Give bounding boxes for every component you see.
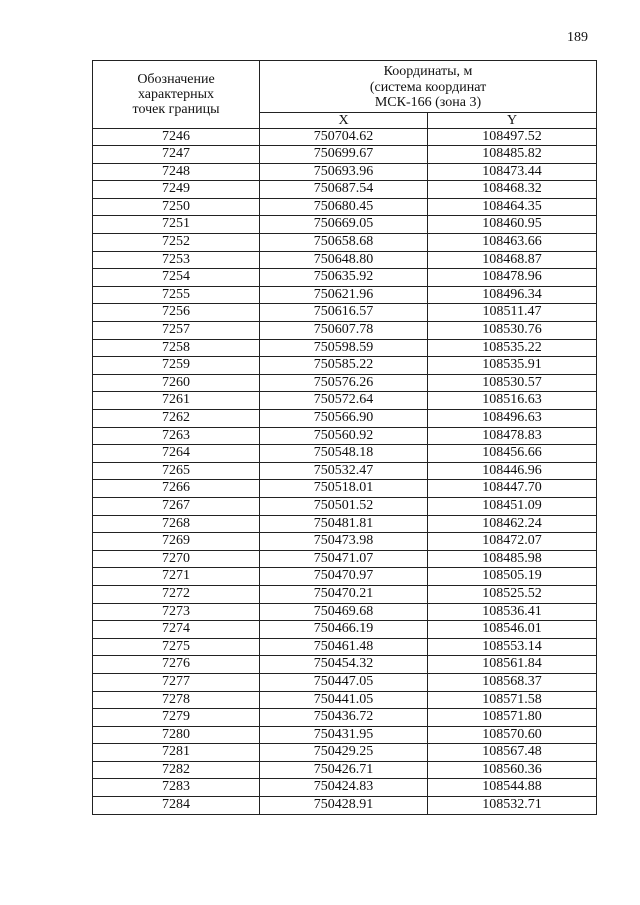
point-id-cell: 7268 <box>93 515 260 533</box>
x-coordinate-cell: 750426.71 <box>260 761 428 779</box>
point-id-cell: 7281 <box>93 744 260 762</box>
y-coordinate-cell: 108544.88 <box>428 779 597 797</box>
x-coordinate-cell: 750471.07 <box>260 550 428 568</box>
table-row <box>93 251 597 269</box>
y-coordinate-cell: 108456.66 <box>428 445 597 463</box>
y-coordinate-cell: 108451.09 <box>428 497 597 515</box>
point-id-cell: 7250 <box>93 198 260 216</box>
table-row <box>93 339 597 357</box>
table-row <box>93 286 597 304</box>
y-coordinate-cell: 108532.71 <box>428 797 597 815</box>
table-row <box>93 726 597 744</box>
y-coordinate-cell: 108568.37 <box>428 673 597 691</box>
point-id-cell: 7273 <box>93 603 260 621</box>
table-row <box>93 128 597 146</box>
table-row <box>93 234 597 252</box>
x-coordinate-cell: 750518.01 <box>260 480 428 498</box>
table-row <box>93 198 597 216</box>
x-coordinate-cell: 750532.47 <box>260 462 428 480</box>
point-id-cell: 7252 <box>93 234 260 252</box>
point-id-cell: 7265 <box>93 462 260 480</box>
table-row <box>93 445 597 463</box>
x-coordinate-cell: 750473.98 <box>260 533 428 551</box>
coordinates-header <box>260 61 597 113</box>
y-coordinate-cell: 108505.19 <box>428 568 597 586</box>
x-coordinate-cell: 750431.95 <box>260 726 428 744</box>
point-id-cell: 7255 <box>93 286 260 304</box>
table-row <box>93 656 597 674</box>
y-coordinate-cell: 108468.32 <box>428 181 597 199</box>
point-id-cell: 7277 <box>93 673 260 691</box>
table-row <box>93 744 597 762</box>
table-row <box>93 304 597 322</box>
point-id-cell: 7262 <box>93 410 260 428</box>
point-id-cell: 7257 <box>93 322 260 340</box>
point-id-cell: 7275 <box>93 638 260 656</box>
x-coordinate-cell: 750461.48 <box>260 638 428 656</box>
y-coordinate-cell: 108497.52 <box>428 128 597 146</box>
point-id-cell: 7282 <box>93 761 260 779</box>
point-designation-header-line2: характерных <box>137 86 215 102</box>
table-row <box>93 673 597 691</box>
x-coordinate-cell: 750429.25 <box>260 744 428 762</box>
point-id-cell: 7253 <box>93 251 260 269</box>
page-number: 189 <box>567 30 588 45</box>
point-id-cell: 7267 <box>93 497 260 515</box>
y-coordinate-cell: 108530.57 <box>428 374 597 392</box>
point-id-cell: 7279 <box>93 709 260 727</box>
x-coordinate-cell: 750658.68 <box>260 234 428 252</box>
y-coordinate-cell: 108535.22 <box>428 339 597 357</box>
y-coordinate-cell: 108511.47 <box>428 304 597 322</box>
y-coordinate-cell: 108462.24 <box>428 515 597 533</box>
x-coordinate-cell: 750481.81 <box>260 515 428 533</box>
y-coordinate-cell: 108536.41 <box>428 603 597 621</box>
table-row <box>93 550 597 568</box>
x-coordinate-cell: 750470.21 <box>260 585 428 603</box>
x-coordinate-cell: 750607.78 <box>260 322 428 340</box>
table-row <box>93 585 597 603</box>
table-row <box>93 638 597 656</box>
point-id-cell: 7269 <box>93 533 260 551</box>
table-row <box>93 779 597 797</box>
table-row <box>93 709 597 727</box>
y-coordinate-cell: 108561.84 <box>428 656 597 674</box>
point-id-cell: 7276 <box>93 656 260 674</box>
table-row <box>93 497 597 515</box>
table-body <box>93 128 597 814</box>
point-id-cell: 7270 <box>93 550 260 568</box>
table-row <box>93 797 597 815</box>
table-row <box>93 410 597 428</box>
x-coordinate-cell: 750635.92 <box>260 269 428 287</box>
x-coordinate-cell: 750687.54 <box>260 181 428 199</box>
y-coordinate-cell: 108571.80 <box>428 709 597 727</box>
x-coordinate-cell: 750585.22 <box>260 357 428 375</box>
table-row <box>93 322 597 340</box>
x-coordinate-cell: 750428.91 <box>260 797 428 815</box>
y-coordinate-cell: 108516.63 <box>428 392 597 410</box>
table-row <box>93 533 597 551</box>
x-coordinate-cell: 750501.52 <box>260 497 428 515</box>
table-row <box>93 603 597 621</box>
table-row <box>93 568 597 586</box>
table-row <box>93 392 597 410</box>
point-id-cell: 7256 <box>93 304 260 322</box>
x-coordinate-cell: 750470.97 <box>260 568 428 586</box>
y-coordinate-cell: 108464.35 <box>428 198 597 216</box>
table-row <box>93 691 597 709</box>
x-coordinate-cell: 750447.05 <box>260 673 428 691</box>
x-coordinate-cell: 750704.62 <box>260 128 428 146</box>
y-coordinate-cell: 108485.98 <box>428 550 597 568</box>
x-coordinate-cell: 750693.96 <box>260 163 428 181</box>
x-coordinate-cell: 750572.64 <box>260 392 428 410</box>
point-designation-header-line1: Обозначение <box>137 71 215 87</box>
x-coordinate-cell: 750576.26 <box>260 374 428 392</box>
table-row <box>93 761 597 779</box>
x-coordinate-cell: 750466.19 <box>260 621 428 639</box>
x-coordinate-cell: 750560.92 <box>260 427 428 445</box>
y-coordinate-cell: 108472.07 <box>428 533 597 551</box>
point-id-cell: 7278 <box>93 691 260 709</box>
y-coordinate-cell: 108570.60 <box>428 726 597 744</box>
table-row <box>93 374 597 392</box>
point-id-cell: 7249 <box>93 181 260 199</box>
point-id-cell: 7280 <box>93 726 260 744</box>
x-coordinate-cell: 750699.67 <box>260 146 428 164</box>
table-row <box>93 515 597 533</box>
y-coordinate-cell: 108567.48 <box>428 744 597 762</box>
coordinates-header-line1: Координаты, м <box>383 64 473 79</box>
y-coordinate-cell: 108447.70 <box>428 480 597 498</box>
x-coordinate-cell: 750616.57 <box>260 304 428 322</box>
y-coordinate-cell: 108468.87 <box>428 251 597 269</box>
y-coordinate-cell: 108535.91 <box>428 357 597 375</box>
point-id-cell: 7260 <box>93 374 260 392</box>
table-row <box>93 462 597 480</box>
x-coordinate-cell: 750424.83 <box>260 779 428 797</box>
y-coordinate-cell: 108496.63 <box>428 410 597 428</box>
x-coordinate-cell: 750566.90 <box>260 410 428 428</box>
point-id-cell: 7264 <box>93 445 260 463</box>
table-row <box>93 621 597 639</box>
table-row <box>93 163 597 181</box>
x-coordinate-cell: 750441.05 <box>260 691 428 709</box>
y-coordinate-cell: 108478.83 <box>428 427 597 445</box>
table-row <box>93 181 597 199</box>
point-id-cell: 7263 <box>93 427 260 445</box>
y-column-header: Y <box>428 112 597 128</box>
point-designation-header-line3: точек границы <box>132 101 220 117</box>
x-coordinate-cell: 750680.45 <box>260 198 428 216</box>
x-coordinate-cell: 750669.05 <box>260 216 428 234</box>
point-id-cell: 7271 <box>93 568 260 586</box>
point-id-cell: 7266 <box>93 480 260 498</box>
x-coordinate-cell: 750469.68 <box>260 603 428 621</box>
y-coordinate-cell: 108571.58 <box>428 691 597 709</box>
x-coordinate-cell: 750454.32 <box>260 656 428 674</box>
y-coordinate-cell: 108463.66 <box>428 234 597 252</box>
point-designation-header <box>93 61 260 129</box>
y-coordinate-cell: 108496.34 <box>428 286 597 304</box>
point-id-cell: 7247 <box>93 146 260 164</box>
y-coordinate-cell: 108473.44 <box>428 163 597 181</box>
y-coordinate-cell: 108525.52 <box>428 585 597 603</box>
point-id-cell: 7259 <box>93 357 260 375</box>
x-column-header: X <box>260 112 428 128</box>
point-id-cell: 7261 <box>93 392 260 410</box>
y-coordinate-cell: 108485.82 <box>428 146 597 164</box>
point-id-cell: 7258 <box>93 339 260 357</box>
coordinates-header-line2: (система координат <box>369 79 487 95</box>
table-row <box>93 427 597 445</box>
point-id-cell: 7272 <box>93 585 260 603</box>
y-coordinate-cell: 108530.76 <box>428 322 597 340</box>
point-id-cell: 7248 <box>93 163 260 181</box>
point-id-cell: 7274 <box>93 621 260 639</box>
x-coordinate-cell: 750621.96 <box>260 286 428 304</box>
x-coordinate-cell: 750598.59 <box>260 339 428 357</box>
point-id-cell: 7284 <box>93 797 260 815</box>
table-row <box>93 269 597 287</box>
table-row <box>93 357 597 375</box>
y-coordinate-cell: 108478.96 <box>428 269 597 287</box>
table-header <box>93 61 597 129</box>
table-row <box>93 216 597 234</box>
x-coordinate-cell: 750548.18 <box>260 445 428 463</box>
x-coordinate-cell: 750436.72 <box>260 709 428 727</box>
y-coordinate-cell: 108446.96 <box>428 462 597 480</box>
y-coordinate-cell: 108460.95 <box>428 216 597 234</box>
coordinates-table <box>92 60 597 815</box>
y-coordinate-cell: 108553.14 <box>428 638 597 656</box>
point-id-cell: 7251 <box>93 216 260 234</box>
y-coordinate-cell: 108546.01 <box>428 621 597 639</box>
point-id-cell: 7246 <box>93 128 260 146</box>
point-id-cell: 7283 <box>93 779 260 797</box>
coordinates-header-line3: МСК-166 (зона 3) <box>374 95 482 110</box>
table-row <box>93 480 597 498</box>
y-coordinate-cell: 108560.36 <box>428 761 597 779</box>
table-row <box>93 146 597 164</box>
x-coordinate-cell: 750648.80 <box>260 251 428 269</box>
point-id-cell: 7254 <box>93 269 260 287</box>
